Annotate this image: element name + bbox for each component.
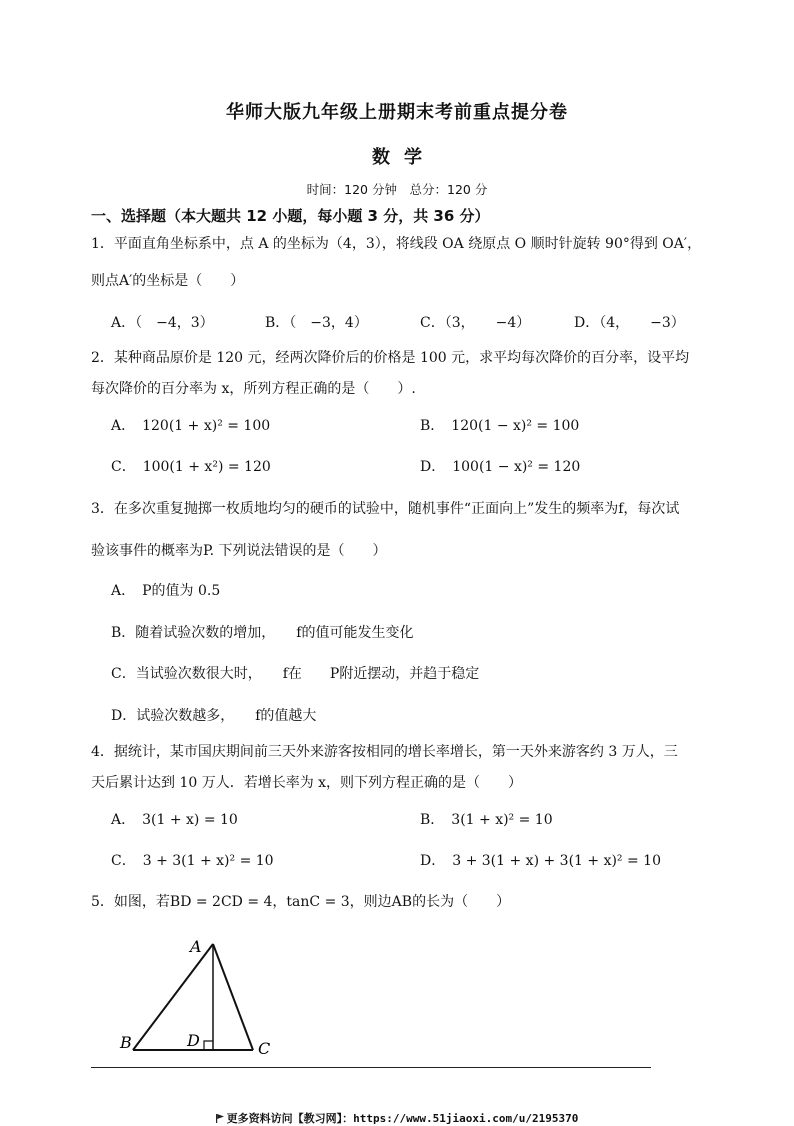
side-ac — [213, 944, 253, 1050]
question-3-line-2: 验该事件的概率为P. 下列说法错误的是（ ） — [91, 543, 387, 559]
question-3-option-b: B．随着试验次数的增加， f的值可能发生变化 — [111, 625, 414, 641]
triangle-figure — [110, 930, 290, 1060]
label-a: A — [190, 937, 202, 956]
question-1-option-c: C．（3， −4） — [420, 315, 531, 331]
question-1-option-d: D．（4， −3） — [574, 315, 685, 331]
label-d: D — [187, 1031, 200, 1050]
label-c: C — [258, 1039, 271, 1058]
question-4-line-2: 天后累计达到 10 万人．若增长率为 x，则下列方程正确的是（ ） — [91, 775, 523, 791]
question-5-line-1: 5．如图，若BD = 2CD = 4，tanC = 3，则边AB的长为（ ） — [91, 894, 511, 910]
question-4-option-a: A． 3(1 + x) = 10 — [111, 812, 238, 828]
flag-icon — [216, 1114, 224, 1123]
question-3-option-a: A． P的值为 0.5 — [111, 583, 221, 599]
question-2-option-d: D． 100(1 − x)² = 120 — [420, 459, 581, 475]
question-2-option-b: B． 120(1 − x)² = 100 — [420, 418, 580, 434]
right-angle-mark — [204, 1041, 213, 1050]
question-2-option-a: A． 120(1 + x)² = 100 — [111, 418, 271, 434]
question-2-option-c: C． 100(1 + x²) = 120 — [111, 459, 271, 475]
question-1-option-b: B．（ −3，4） — [265, 315, 368, 331]
question-3-line-1: 3．在多次重复抛掷一枚质地均匀的硬币的试验中，随机事件“正面向上”发生的频率为f，每次试 — [91, 501, 680, 517]
question-1-option-a: A．（ −4，3） — [111, 315, 214, 331]
question-3-option-d: D．试验次数越多， f的值越大 — [111, 708, 317, 724]
label-b: B — [120, 1033, 132, 1052]
section-heading: 一、选择题（本大题共 12 小题，每小题 3 分，共 36 分） — [91, 207, 490, 225]
question-2-line-1: 2．某种商品原价是 120 元，经两次降价后的价格是 100 元，求平均每次降价的百分率，设平均 — [91, 350, 690, 366]
question-4-option-c: C． 3 + 3(1 + x)² = 10 — [111, 853, 274, 869]
document-title: 华师大版九年级上册期末考前重点提分卷 — [226, 102, 568, 123]
question-4-option-b: B． 3(1 + x)² = 10 — [420, 812, 553, 828]
question-2-line-2: 每次降价的百分率为 x，所列方程正确的是（ ）. — [91, 381, 416, 397]
question-1-line-1: 1．平面直角坐标系中，点 A 的坐标为（4，3），将线段 OA 绕原点 O 顺时针旋转 90°得到 OA′， — [91, 236, 702, 252]
question-4-line-1: 4．据统计，某市国庆期间前三天外来游客按相同的增长率增长，第一天外来游客约 3 万人，三 — [91, 744, 678, 760]
question-1-line-2: 则点A′的坐标是（ ） — [91, 273, 245, 289]
question-3-option-c: C．当试验次数很大时， f在 P附近摆动，并趋于稳定 — [111, 666, 480, 682]
subject-title: 数学 — [372, 147, 436, 168]
question-4-option-d: D． 3 + 3(1 + x) + 3(1 + x)² = 10 — [420, 853, 661, 869]
exam-meta: 时间：120 分钟 总分：120 分 — [306, 182, 488, 197]
footer-link-text[interactable]: 更多资料访问【教习网】：https://www.51jiaoxi.com/u/2195370 — [226, 1112, 579, 1125]
side-ab — [133, 944, 213, 1050]
footer-divider — [91, 1067, 651, 1068]
